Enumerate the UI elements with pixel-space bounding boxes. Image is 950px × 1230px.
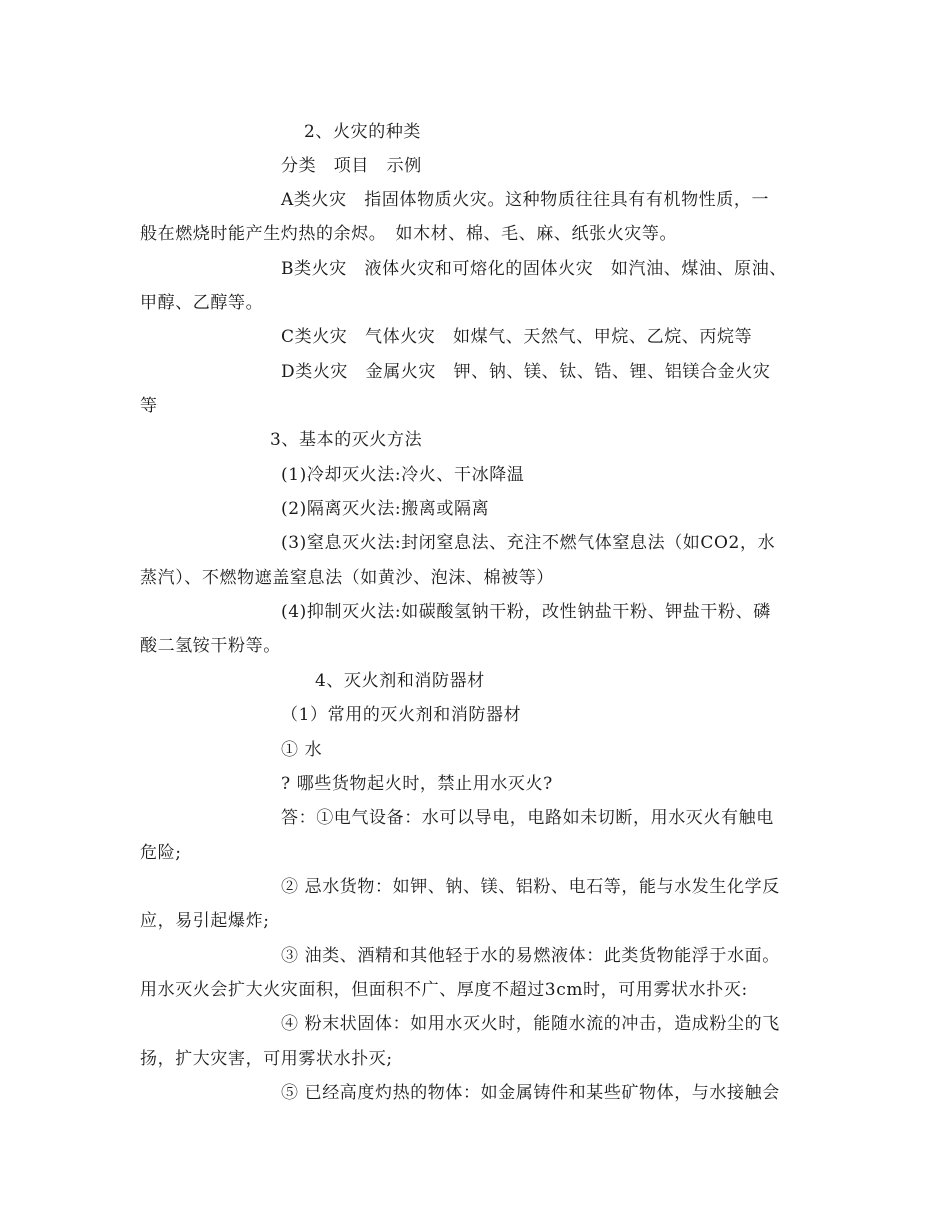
class-c-line: C类火灾 气体火灾 如煤气、天然气、甲烷、乙烷、丙烷等: [281, 327, 753, 347]
answer-3-line-2: 用水灭火会扩大火灾面积，但面积不广、厚度不超过3cm时，可用雾状水扑灭:: [140, 980, 748, 1000]
method-2: (2)隔离灭火法:搬离或隔离: [281, 499, 490, 519]
answer-4-line-2: 扬，扩大灾害，可用雾状水扑灭;: [140, 1049, 393, 1069]
class-a-line-1: A类火灾 指固体物质火灾。这种物质往往具有有机物性质，一: [281, 190, 770, 210]
class-d-line-2: 等: [140, 396, 158, 416]
water-item: ① 水: [281, 740, 323, 760]
answer-2-line-2: 应，易引起爆炸;: [140, 911, 270, 931]
method-4-line-1: (4)抑制灭火法:如碳酸氢钠干粉，改性钠盐干粉、钾盐干粉、磷: [281, 602, 771, 622]
answer-1-line-2: 危险;: [140, 843, 182, 863]
class-d-line-1: D类火灾 金属火灾 钾、钠、镁、钛、锆、锂、铝镁合金火灾: [281, 362, 771, 382]
section-4-heading: 4、灭火剂和消防器材: [315, 671, 485, 691]
method-3-line-1: (3)窒息灭火法:封闭窒息法、充注不燃气体窒息法（如CO2，水: [281, 533, 776, 553]
subsection-1-heading: （1）常用的灭火剂和消防器材: [281, 705, 522, 725]
class-b-line-2: 甲醇、乙醇等。: [140, 293, 264, 313]
section-2-heading: 2、火灾的种类: [304, 122, 422, 142]
answer-1-line-1: 答：①电气设备：水可以导电，电路如未切断，用水灭火有触电: [281, 808, 774, 828]
answer-5-line-1: ⑤ 已经高度灼热的物体：如金属铸件和某些矿物体，与水接触会: [281, 1083, 780, 1103]
method-3-line-2: 蒸汽）、不燃物遮盖窒息法（如黄沙、泡沫、棉被等）: [140, 568, 554, 588]
class-b-line-1: B类火灾 液体火灾和可熔化的固体火灾 如汽油、煤油、原油、: [281, 259, 787, 279]
section-3-heading: 3、基本的灭火方法: [270, 430, 423, 450]
class-a-line-2: 般在燃烧时能产生灼热的余烬。 如木材、棉、毛、麻、纸张火灾等。: [140, 224, 678, 244]
answer-3-line-1: ③ 油类、酒精和其他轻于水的易燃液体：此类货物能浮于水面。: [281, 946, 780, 966]
answer-4-line-1: ④ 粉末状固体：如用水灭火时，能随水流的冲击，造成粉尘的飞: [281, 1014, 780, 1034]
answer-2-line-1: ② 忌水货物：如钾、钠、镁、铝粉、电石等，能与水发生化学反: [281, 877, 780, 897]
method-1: (1)冷却灭火法:冷火、干冰降温: [281, 465, 525, 485]
class-table-header: 分类 项目 示例: [281, 156, 422, 176]
question-line: ? 哪些货物起火时，禁止用水灭火?: [281, 774, 553, 794]
method-4-line-2: 酸二氢铵干粉等。: [140, 636, 281, 656]
